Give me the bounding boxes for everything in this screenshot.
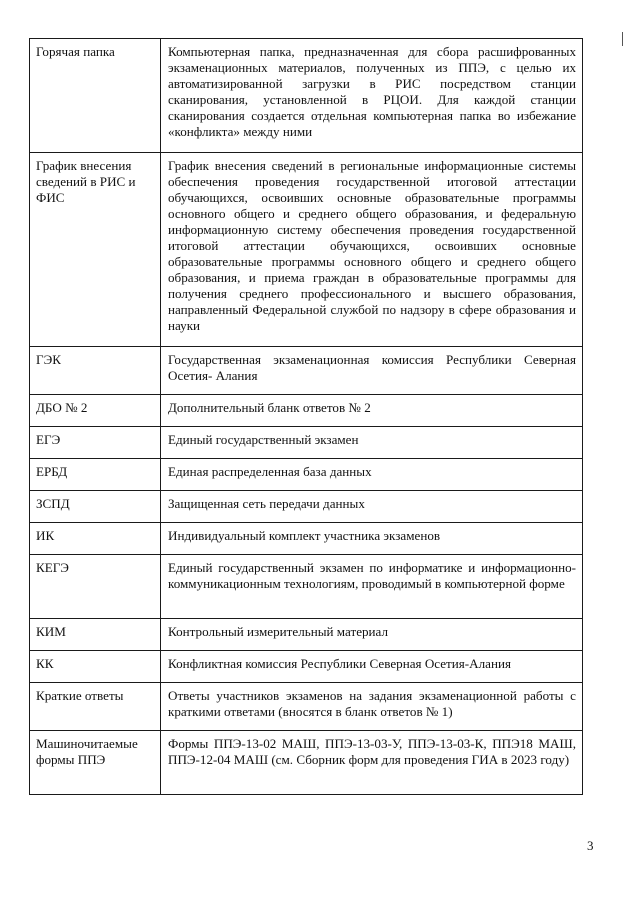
term-cell: КК	[30, 651, 161, 683]
definition-cell: Единый государственный экзамен	[161, 427, 583, 459]
definition-cell: Ответы участников экзаменов на задания экзаменационной работы с краткими ответами (вносятся в бланк ответов № 1)	[161, 683, 583, 731]
definition-cell: Дополнительный бланк ответов № 2	[161, 395, 583, 427]
term-cell: ЕГЭ	[30, 427, 161, 459]
table-row	[30, 491, 583, 523]
table-row	[30, 555, 583, 619]
scan-edge-mark	[622, 32, 623, 46]
page-number: 3	[587, 838, 594, 853]
definition-cell: Индивидуальный комплект участника экзаменов	[161, 523, 583, 555]
definition-cell: Государственная экзаменационная комиссия Республики Северная Осетия- Алания	[161, 347, 583, 395]
table-row	[30, 153, 583, 347]
table-row	[30, 731, 583, 795]
term-cell: График внесения сведений в РИС и ФИС	[30, 153, 161, 347]
table-row	[30, 39, 583, 153]
term-cell: ЗСПД	[30, 491, 161, 523]
table-row	[30, 459, 583, 491]
term-cell: КИМ	[30, 619, 161, 651]
term-cell: Горячая папка	[30, 39, 161, 153]
term-cell: ИК	[30, 523, 161, 555]
table-row	[30, 683, 583, 731]
table-row	[30, 651, 583, 683]
definition-cell: Единый государственный экзамен по информатике и информационно-коммуникационным технологиям, проводимый в компьютерной форме	[161, 555, 583, 619]
term-cell: ЕРБД	[30, 459, 161, 491]
table-row	[30, 619, 583, 651]
definition-cell: Конфликтная комиссия Республики Северная Осетия-Алания	[161, 651, 583, 683]
table-row	[30, 523, 583, 555]
table-row	[30, 427, 583, 459]
definition-cell: Контрольный измерительный материал	[161, 619, 583, 651]
definition-cell: Компьютерная папка, предназначенная для сбора расшифрованных экзаменационных материалов, полученных из ППЭ, с целью их автоматизированной загрузки в РИС посредством станции сканирования, установленной в РЦОИ. Для каждой станции сканирования создается отдельная компьютерная папка во избежание «конфликта» между ними	[161, 39, 583, 153]
term-cell: КЕГЭ	[30, 555, 161, 619]
definition-cell: Защищенная сеть передачи данных	[161, 491, 583, 523]
term-cell: ГЭК	[30, 347, 161, 395]
abbreviations-table	[29, 38, 583, 795]
term-cell: ДБО № 2	[30, 395, 161, 427]
table-row	[30, 347, 583, 395]
definition-cell: Единая распределенная база данных	[161, 459, 583, 491]
table-row	[30, 395, 583, 427]
definition-cell: График внесения сведений в региональные информационные системы обеспечения проведения государственной итоговой аттестации обучающихся, освоивших основные образовательные программы основного общего и среднего общего образования, и федеральную информационную систему обеспечения проведения государственной итоговой аттестации обучающихся, освоивших основные образовательные программы основного общего и среднего общего образования, и приема граждан в образовательные программы для получения среднего профессионального и высшего образования, направленный Федеральной службой по надзору в сфере образования и науки	[161, 153, 583, 347]
term-cell: Краткие ответы	[30, 683, 161, 731]
term-cell: Машиночитаемые формы ППЭ	[30, 731, 161, 795]
definition-cell: Формы ППЭ-13-02 МАШ, ППЭ-13-03-У, ППЭ-13-03-К, ППЭ18 МАШ, ППЭ-12-04 МАШ (см. Сборник форм для проведения ГИА в 2023 году)	[161, 731, 583, 795]
